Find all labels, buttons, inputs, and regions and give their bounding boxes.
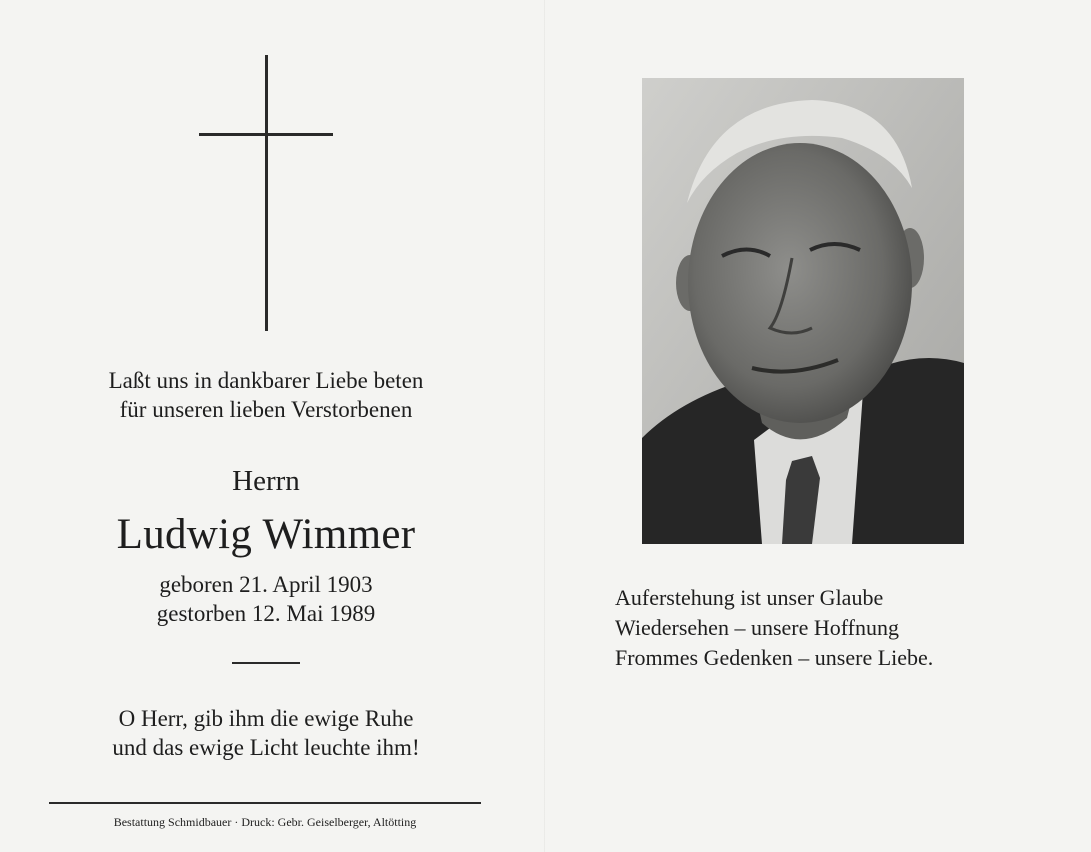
motto-line: Auferstehung ist unser Glaube [615, 585, 884, 610]
deceased-name: Ludwig Wimmer [116, 511, 416, 558]
salutation: Herrn [232, 465, 300, 497]
prayer-text [40, 704, 492, 762]
intro-line: für unseren lieben Verstorbenen [119, 397, 413, 422]
intro-line: Laßt uns in dankbarer Liebe beten [108, 368, 424, 393]
death-date: gestorben 12. Mai 1989 [156, 601, 376, 626]
prayer-line: O Herr, gib ihm die ewige Ruhe [118, 706, 414, 731]
life-dates [40, 570, 492, 628]
motto-text [615, 583, 1055, 673]
intro-text [40, 366, 492, 424]
divider-short [232, 662, 300, 664]
imprint-text: Bestattung Schmidbauer · Druck: Gebr. Geiselberger, Altötting [113, 815, 417, 829]
motto-line: Frommes Gedenken – unsere Liebe. [615, 645, 934, 670]
divider-long [49, 802, 481, 804]
cross-horizontal-bar [199, 133, 333, 136]
birth-date: geboren 21. April 1903 [159, 572, 373, 597]
prayer-line: und das ewige Licht leuchte ihm! [112, 735, 420, 760]
motto-line: Wiedersehen – unsere Hoffnung [615, 615, 900, 640]
portrait-photo [642, 78, 964, 544]
cross-vertical-bar [265, 55, 268, 331]
card-fold [544, 0, 546, 852]
